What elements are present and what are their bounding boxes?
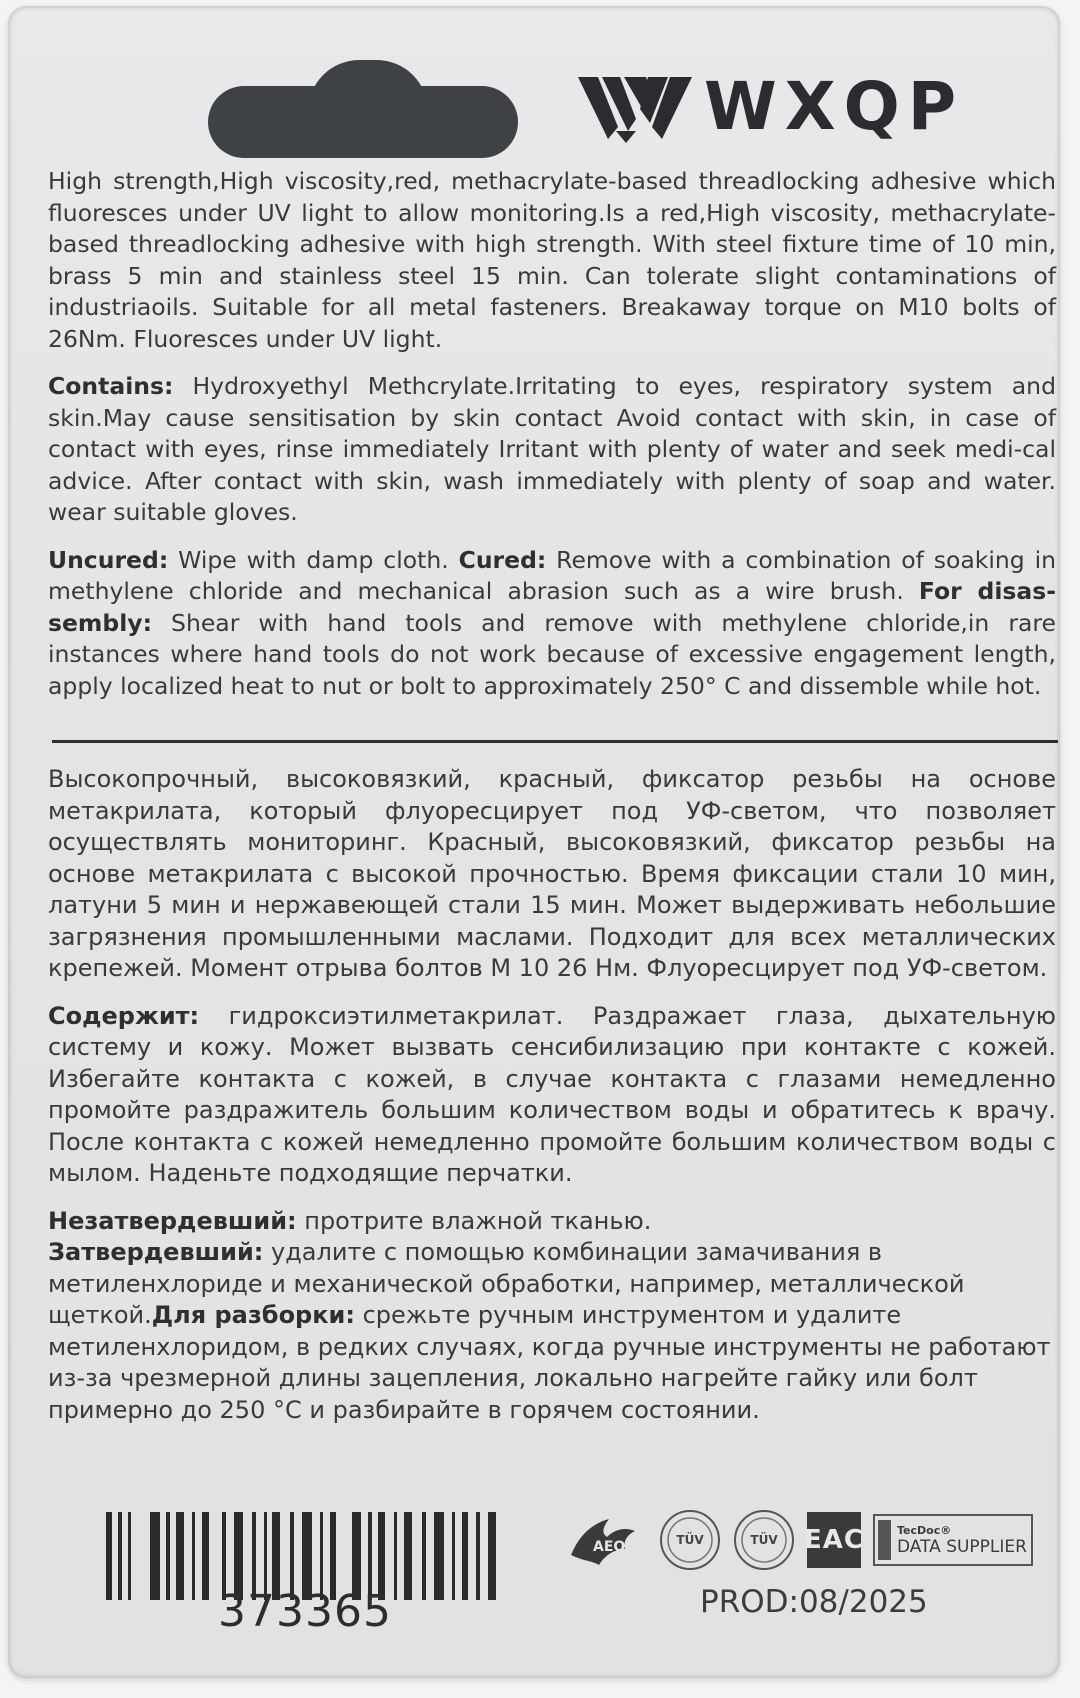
tuv-label-2: TÜV [750,1533,778,1547]
russian-cured-label: Затвердевший: [48,1238,264,1266]
tuv-seal-icon [733,1509,795,1571]
brand-logo-mark-icon [576,69,694,145]
english-disassembly-text: Shear with hand tools and remove with methylene chloride,in rare instances where hand tools do not work because of excessive engagement length, apply localized heat to nut or bolt to approximately 250° C and dissemble while hot. [48,608,1056,700]
tecdoc-badge [873,1514,1033,1566]
english-removal [48,545,1056,703]
brand-logo [576,62,1046,152]
tecdoc-side-bar [878,1520,891,1560]
divider [52,740,1058,743]
production-date: PROD:08/2025 [700,1584,928,1620]
certification-badges [563,1500,1058,1580]
russian-disassembly-label: Для разборки: [151,1301,355,1329]
tuv-badge-2 [733,1509,795,1571]
english-uncured-label: Uncured: [48,545,169,574]
tecdoc-brand: TecDoc® [897,1523,952,1537]
product-card [8,6,1060,1678]
english-contains-label: Contains: [48,372,174,400]
russian-text [48,764,1056,1442]
russian-uncured-text: протрите влажной тканью. [296,1206,652,1235]
russian-uncured-label: Незатвердевший: [48,1206,297,1235]
english-cured-label: Cured: [458,545,547,574]
english-contains [48,371,1056,529]
eac-mark: EAC [807,1512,861,1568]
russian-contains-text: гидроксиэтилметакрилат. Раздражает глаза, дыхательную систему и кожу. Может вызвать сенсибилизацию при контакте с кожей. Избегайте контакта с кожей, в случае контакта с глазами немедленно промойте раздражитель большим количеством воды и обратитесь к врачу. После контакта с кожей немедленно промойте большим количеством воды с мылом. Наденьте подходящие перчатки. [48,1001,1056,1187]
russian-contains [48,1001,1056,1190]
barcode-number: 373365 [218,1586,392,1637]
tecdoc-label: DATA SUPPLIER [897,1536,1027,1557]
english-cured-text: Remove with a combination of soaking in methylene chloride and mechanical abrasion such as a wire brush. [48,545,1056,605]
russian-cured-text: удалите с помощью комбинации замачивания в метиленхлориде и механической обработки, например, металлической щеткой. [48,1238,965,1329]
tuv-seal-icon [659,1509,721,1571]
english-text [48,166,1056,718]
brand-name: WXQP [704,68,965,145]
russian-disassembly-text: срежьте ручным инструментом и удалите метиленхлоридом, в редких случаях, когда ручные инструменты не работают из-за чрезмерной длины зацепления, локально нагрейте гайку или болт примерно до 250 °С и разбирайте в горячем состоянии. [48,1301,1051,1424]
tuv-badge-1 [659,1509,721,1571]
aeo-label: AEO [593,1539,626,1555]
tuv-label-1: TÜV [676,1533,704,1547]
english-disassembly-label: For disas-sembly: [48,577,1056,637]
russian-removal [48,1206,1056,1427]
russian-contains-label: Содержит: [48,1001,200,1030]
english-contains-text: Hydroxyethyl Methcrylate.Irritating to eyes, respiratory system and skin.May cause sensitisation by skin contact Avoid contact with skin, in case of contact with eyes, rinse immediately Irritant with plenty of water and seek medi-cal advice. After contact with skin, wash immediately with plenty of soap and water. wear suitable gloves. [48,372,1056,526]
hang-hole [208,86,518,158]
aeo-badge [563,1505,647,1575]
russian-description: Высокопрочный, высоковязкий, красный, фиксатор резьбы на основе метакрилата, который флуоресцирует под УФ-светом, что позволяет осуществлять мониторинг. Красный, высоковязкий, фиксатор резьбы на основе метакрилата с высокой прочностью. Время фиксации стали 10 мин, латуни 5 мин и нержавеющей стали 15 мин. Может выдерживать небольшие загрязнения промышленными маслами. Подходит для всех металлических крепежей. Момент отрыва болтов М 10 26 Нм. Флуоресцирует под УФ-светом. [48,765,1056,982]
english-uncured-text: Wipe with damp cloth. [168,545,459,574]
english-description: High strength,High viscosity,red, methacrylate-based threadlocking adhesive which fluoresces under UV light to allow monitoring.Is a red,High viscosity, methacrylate-based threadlocking adhesive with high strength. With steel fixture time of 10 min, brass 5 min and stainless steel 15 min. Can tolerate slight contaminations of industriaoils. Suitable for all metal fasteners. Breakaway torque on M10 bolts of 26Nm. Fluoresces under UV light. [48,167,1056,353]
aeo-dragon-icon [563,1505,647,1575]
